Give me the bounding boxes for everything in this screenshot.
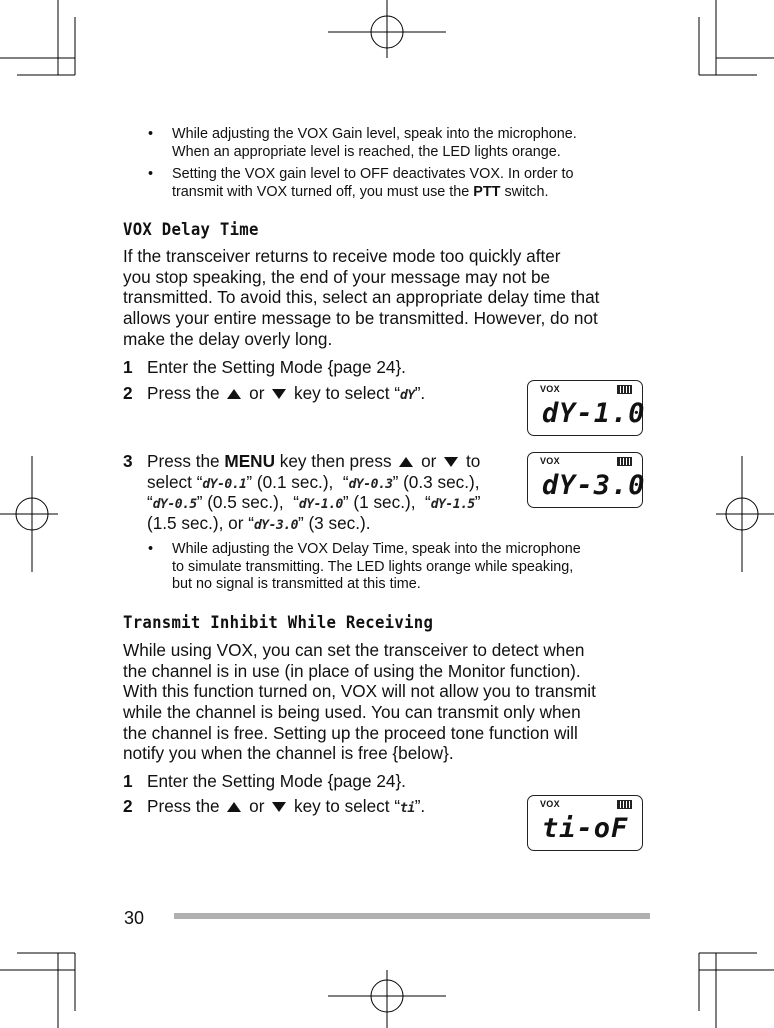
para-line: while the channel is being used. You can transmit only when [123, 702, 581, 723]
bullet-line-end: switch. [500, 183, 549, 200]
bullet-line: When an appropriate level is reached, the LED lights orange. [172, 143, 561, 160]
option-label: (0.1 sec.), [252, 471, 334, 492]
quote: ” [392, 471, 399, 492]
para-line: transmitted. To avoid this, select an appropriate delay time that [123, 287, 600, 308]
section-heading-vox-delay: VOX Delay Time [123, 220, 259, 240]
step-number: 2 [123, 796, 133, 816]
quote: “ [248, 513, 254, 534]
quote: ” [474, 492, 481, 513]
lcd-segment-text: ti [400, 801, 415, 816]
step-text: (1.5 sec.), or [147, 513, 249, 534]
section-heading-transmit-inhibit: Transmit Inhibit While Receiving [123, 613, 434, 633]
lcd-readout: dY-1.0 [542, 398, 646, 429]
battery-icon [617, 457, 632, 466]
lcd-segment-text: dY-3.0 [253, 518, 298, 534]
bullet-line: While adjusting the VOX Gain level, speak into the microphone. [172, 126, 577, 142]
bullet-line: While adjusting the VOX Delay Time, speak into the microphone [172, 541, 581, 557]
step-text: key then press [275, 451, 397, 471]
vox-indicator: VOX [540, 799, 560, 809]
step-text: key to select “ [289, 383, 401, 403]
lcd-display-dy-1-0 [527, 380, 646, 436]
bullet-dot: • [148, 126, 154, 142]
lcd-display-ti-off [527, 795, 643, 851]
bullet-dot: • [148, 166, 154, 182]
vox-indicator: VOX [540, 456, 560, 466]
up-arrow-icon [227, 802, 241, 812]
para-line: allows your entire message to be transmitted. However, do not [123, 308, 598, 329]
quote: ” [196, 492, 203, 513]
quote: “ [196, 471, 203, 492]
down-arrow-icon [272, 389, 286, 399]
bullet-line: Setting the VOX gain level to OFF deactivates VOX. In order to [172, 166, 574, 182]
step-text: Press the [147, 796, 225, 816]
quote: “ [147, 492, 153, 513]
step-text: or [244, 383, 270, 403]
lcd-segment-text: dY [400, 388, 415, 403]
step-number: 1 [123, 357, 133, 377]
section-paragraph [123, 640, 596, 764]
bullet-dot: • [148, 541, 154, 557]
step-number: 1 [123, 771, 133, 791]
up-arrow-icon [227, 389, 241, 399]
footer-rule [174, 913, 650, 919]
lcd-segment-text: dY-0.1 [202, 476, 247, 492]
step-text: select [147, 471, 197, 492]
step-text: Enter the Setting Mode {page 24}. [147, 357, 406, 377]
bullet-line: transmit with VOX turned off, you must use the [172, 183, 474, 200]
bullet-line: but no signal is transmitted at this time. [172, 576, 421, 592]
menu-key-label: MENU [224, 451, 275, 471]
para-line: make the delay overly long. [123, 328, 333, 349]
step-text: Press the [147, 383, 225, 403]
up-arrow-icon [399, 457, 413, 467]
lcd-segment-text: dY-0.3 [348, 476, 393, 492]
lcd-segment-text: dY-1.0 [298, 497, 343, 513]
lcd-display-dy-3-0 [527, 452, 646, 508]
quote: “ [425, 492, 431, 513]
section-paragraph [123, 246, 599, 349]
step-text: ”. [414, 383, 426, 403]
step-text: ”. [414, 796, 426, 816]
quote: “ [342, 471, 349, 492]
lcd-readout: dY-3.0 [542, 470, 646, 501]
step-text: key to select “ [289, 796, 401, 816]
down-arrow-icon [444, 457, 458, 467]
para-line: the channel is in use (in place of using the Monitor function). [123, 660, 581, 681]
para-line: notify you when the channel is free {below}. [123, 743, 454, 764]
step-text: or [416, 451, 442, 471]
step-number: 3 [123, 451, 133, 471]
para-line: the channel is free. Setting up the proceed tone function will [123, 722, 578, 743]
battery-icon [617, 800, 632, 809]
step-text: Press the [147, 451, 225, 471]
page-number: 30 [124, 908, 145, 928]
step-text: to [461, 451, 481, 471]
lcd-readout: ti-oF [542, 813, 629, 844]
step-text: Enter the Setting Mode {page 24}. [147, 771, 406, 791]
battery-icon [617, 385, 632, 394]
option-label: (0.3 sec.), [398, 471, 480, 492]
para-line: While using VOX, you can set the transceiver to detect when [123, 640, 585, 660]
bullet-line: to simulate transmitting. The LED lights orange while speaking, [172, 558, 574, 575]
para-line: With this function turned on, VOX will not allow you to transmit [123, 681, 596, 702]
option-label: (1 sec.), [348, 492, 416, 513]
para-line: you stop speaking, the end of your message may not be [123, 266, 551, 287]
option-label: (0.5 sec.), [202, 492, 284, 513]
step-number: 2 [123, 383, 133, 403]
lcd-segment-text: dY-1.5 [430, 497, 475, 513]
option-label: (3 sec.). [303, 513, 371, 534]
lcd-segment-text: dY-0.5 [152, 497, 197, 513]
quote: ” [297, 513, 304, 534]
step-text: or [244, 796, 270, 816]
para-line: If the transceiver returns to receive mode too quickly after [123, 246, 561, 266]
vox-indicator: VOX [540, 384, 560, 394]
quote: ” [342, 492, 349, 513]
quote: “ [293, 492, 299, 513]
down-arrow-icon [272, 802, 286, 812]
quote: ” [246, 471, 253, 492]
ptt-key-label: PTT [473, 183, 501, 200]
